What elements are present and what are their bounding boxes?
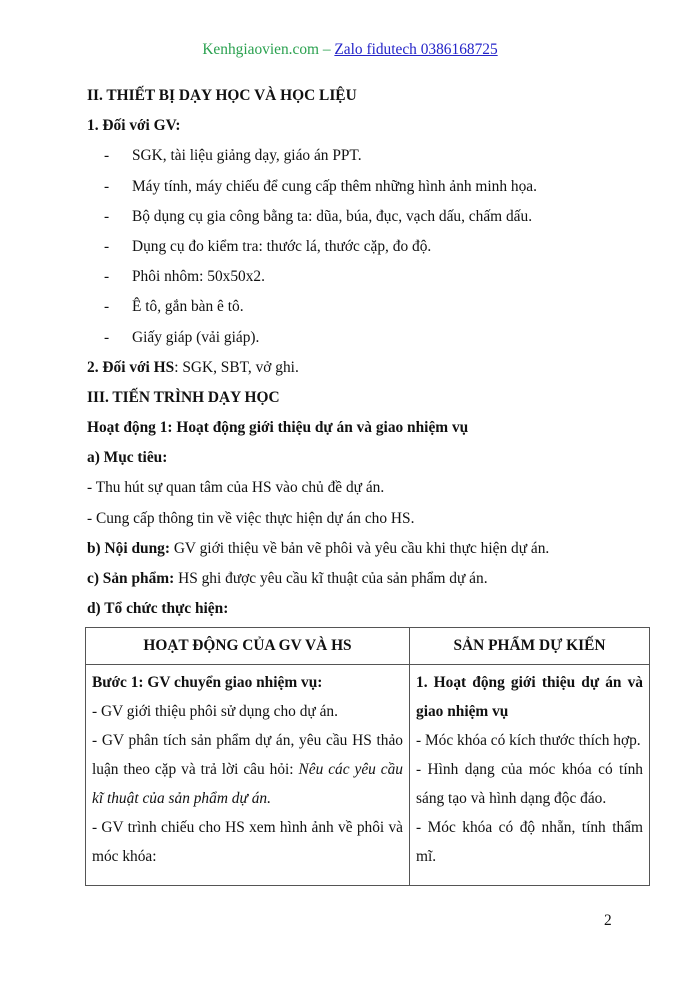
objective-item: - Thu hút sự quan tâm của HS vào chủ đề dự án. [87,479,385,497]
activity-question: Nêu các yêu cầu kĩ thuật của sản phẩm dự án. [92,761,403,807]
gv-list-item [87,175,652,205]
gv-list-item [87,295,652,325]
header-separator: – [319,41,335,58]
objective-heading: a) Mục tiêu: [87,449,168,467]
hs-line [87,356,652,386]
gv-list-item [87,235,652,265]
dash-bullet: - [104,328,110,346]
activity-item: - GV giới thiệu phôi sử dụng cho dự án. [92,703,338,720]
step-title: Bước 1: GV chuyển giao nhiệm vụ: [92,674,323,691]
dash-bullet: - [104,268,110,286]
activity-item: - GV trình chiếu cho HS xem hình ảnh về phôi và móc khóa: [92,819,403,865]
product-item: - Móc khóa có kích thước thích hợp. [416,732,641,749]
gv-list-item [87,326,652,356]
gv-list-item [87,265,652,295]
section-2-title: II. THIẾT BỊ DẠY HỌC VÀ HỌC LIỆU [87,87,357,104]
dash-bullet: - [104,207,110,225]
product-line [87,567,652,597]
dash-bullet: - [104,237,110,255]
table-header-products: SẢN PHẨM DỰ KIẾN [410,628,650,665]
table-row [86,665,650,886]
organization-heading: d) Tổ chức thực hiện: [87,600,229,618]
activity-item [92,726,403,813]
gv-item-text: Giấy giáp (vải giáp). [132,328,260,346]
product-item: - Móc khóa có độ nhẵn, tính thẩm mĩ. [416,819,643,865]
gv-item-text: Dụng cụ đo kiểm tra: thước lá, thước cặp, đo độ. [132,237,432,255]
site-name: Kenhgiaovien.com [202,41,319,58]
gv-item-text: Bộ dụng cụ gia công bằng ta: dũa, búa, đục, vạch dấu, chấm dấu. [132,207,533,225]
document-body [87,84,652,627]
activity-title: Hoạt động 1: Hoạt động giới thiệu dự án và giao nhiệm vụ [87,419,469,437]
hs-heading: 2. Đối với HS [87,358,175,376]
dash-bullet: - [104,298,110,316]
product-item: - Hình dạng của móc khóa có tính sáng tạo và hình dạng độc đáo. [416,761,643,807]
content-text: GV giới thiệu về bản vẽ phôi và yêu cầu khi thực hiện dự án. [169,539,550,557]
objective-item: - Cung cấp thông tin về việc thực hiện dự án cho HS. [87,509,415,527]
gv-list-item [87,144,652,174]
content-line [87,537,652,567]
gv-item-text: SGK, tài liệu giảng dạy, giáo án PPT. [132,147,362,165]
dash-bullet: - [104,177,110,195]
gv-item-text: Ê tô, gắn bàn ê tô. [132,298,244,316]
page-number: 2 [604,912,612,929]
activity-table [85,627,650,886]
table-header-activities: HOẠT ĐỘNG CỦA GV VÀ HS [86,628,410,665]
page-header [0,40,700,60]
content-label: b) Nội dung: [87,539,170,557]
gv-item-text: Máy tính, máy chiếu để cung cấp thêm những hình ảnh minh họa. [132,177,537,195]
activities-cell [86,665,410,886]
product-label: c) Sản phẩm: [87,570,175,587]
products-cell [410,665,650,886]
gv-list-item [87,205,652,235]
table-header-row [86,628,650,665]
activity-item-text: - GV phân tích sản phẩm dự án, yêu cầu HS thảo luận theo cặp và trả lời câu hỏi: [92,732,403,778]
hs-text: : SGK, SBT, vở ghi. [174,358,299,376]
dash-bullet: - [104,147,110,165]
product-text: HS ghi được yêu cầu kĩ thuật của sản phẩm dự án. [174,570,488,587]
gv-heading: 1. Đối với GV: [87,117,181,135]
contact-link[interactable]: Zalo fidutech 0386168725 [334,41,498,58]
product-title: 1. Hoạt động giới thiệu dự án và giao nhiệm vụ [416,674,643,720]
gv-item-text: Phôi nhôm: 50x50x2. [132,268,265,286]
section-3-title: III. TIẾN TRÌNH DẠY HỌC [87,388,280,406]
